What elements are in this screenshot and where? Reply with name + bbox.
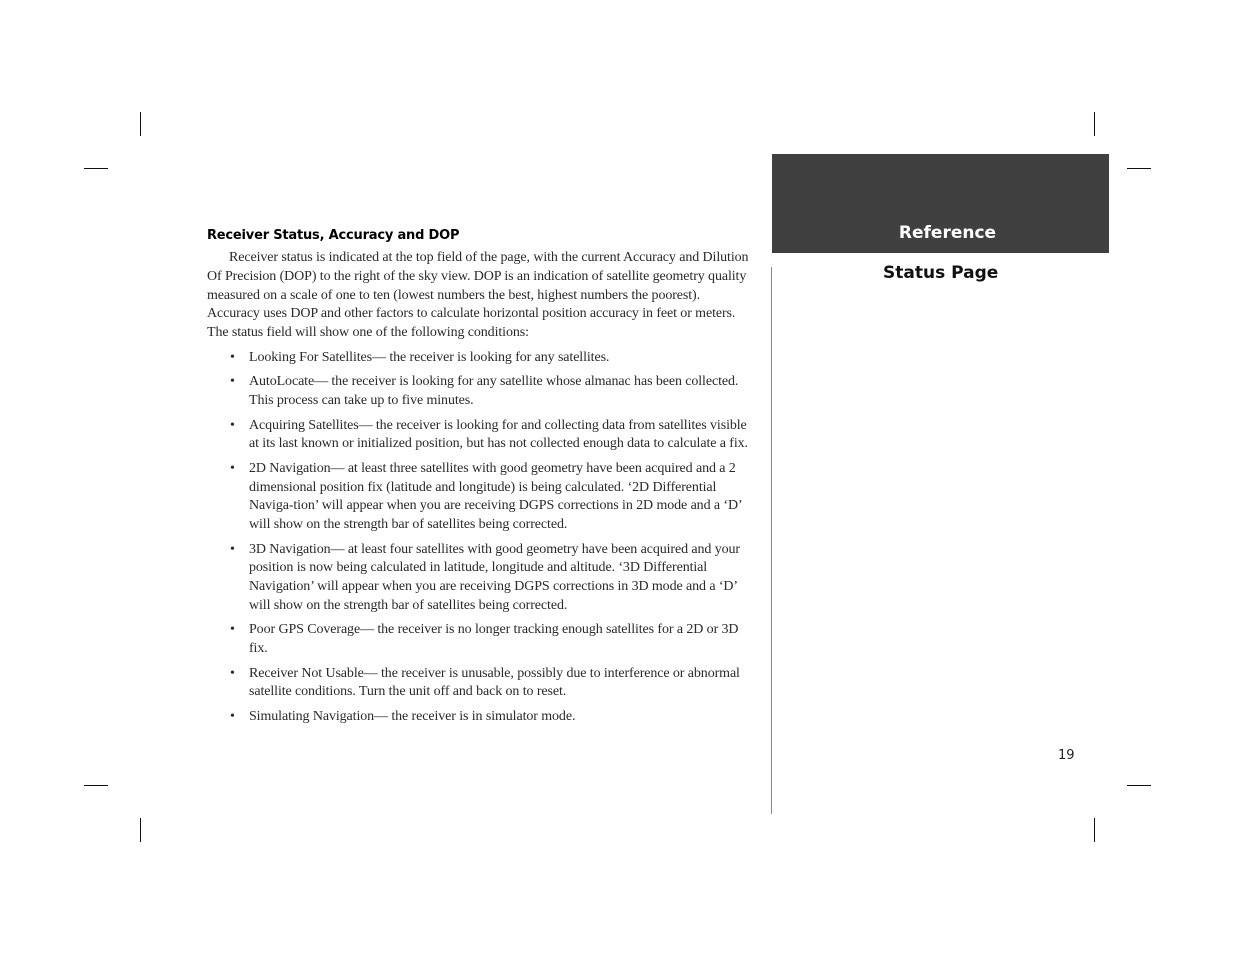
bullet-icon: • <box>230 374 235 390</box>
main-content <box>207 228 755 732</box>
list-item <box>207 541 755 616</box>
column-divider <box>771 267 772 814</box>
list-item-text: Receiver Not Usable— the receiver is unusable, possibly due to interference or abnormal satellite conditions. Turn the unit off and back on to reset. <box>249 665 740 700</box>
list-item-text: Simulating Navigation— the receiver is in simulator mode. <box>249 708 576 724</box>
list-item-text: Looking For Satellites— the receiver is looking for any satellites. <box>249 349 610 365</box>
bullet-icon: • <box>230 417 235 433</box>
list-item-text: Acquiring Satellites— the receiver is looking for and collecting data from satellites visible at its last known or initialized position, but has not collected enough data to calculate a fix. <box>249 417 748 452</box>
list-item-text: AutoLocate— the receiver is looking for any satellite whose almanac has been collected. This process can take up to five minutes. <box>249 374 739 409</box>
crop-mark-bottom-left-vertical <box>140 818 141 842</box>
bullet-icon: • <box>230 708 235 724</box>
bullet-icon: • <box>230 665 235 681</box>
list-item <box>207 373 755 411</box>
crop-mark-bottom-left-horizontal <box>84 785 108 786</box>
crop-mark-bottom-right-horizontal <box>1127 785 1151 786</box>
list-item <box>207 621 755 659</box>
list-item <box>207 708 755 727</box>
intro-paragraph: Receiver status is indicated at the top field of the page, with the current Accuracy and Dilution Of Precision (DOP) to the right of the sky view. DOP is an indication of satellite geometry quality measured on a scale of one to ten (lowest numbers the best, highest numbers the poorest). Accuracy uses DOP and other factors to calculate horizontal position accuracy in feet or meters. The status field will show one of the following conditions: <box>207 250 749 341</box>
list-item <box>207 460 755 535</box>
crop-mark-top-right-horizontal <box>1127 168 1151 169</box>
section-heading: Receiver Status, Accuracy and DOP <box>207 228 460 243</box>
crop-mark-bottom-right-vertical <box>1094 818 1095 842</box>
list-item-text: 3D Navigation— at least four satellites with good geometry have been acquired and your position is now being calculated in latitude, longitude and altitude. ‘3D Differential Navigation’ will appear when you are receiving DGPS corrections in 3D mode and a ‘D’ will show on the strength bar of satellites being corrected. <box>249 541 740 613</box>
status-conditions-list <box>207 349 755 727</box>
reference-tab <box>772 154 1109 253</box>
crop-mark-top-left-horizontal <box>84 168 108 169</box>
list-item <box>207 349 755 368</box>
bullet-icon: • <box>230 349 235 365</box>
list-item <box>207 665 755 703</box>
crop-mark-top-left-vertical <box>140 112 141 136</box>
list-item <box>207 417 755 455</box>
bullet-icon: • <box>230 460 235 476</box>
bullet-icon: • <box>230 622 235 638</box>
list-item-text: Poor GPS Coverage— the receiver is no longer tracking enough satellites for a 2D or 3D fix. <box>249 622 739 657</box>
list-item-text: 2D Navigation— at least three satellites with good geometry have been acquired and a 2 dimensional position fix (latitude and longitude) is being calculated. ‘2D Differential Naviga-tion’ will appear when you are receiving DGPS corrections in 2D mode and a ‘D’ will show on the strength bar of satellites being corrected. <box>249 460 742 533</box>
bullet-icon: • <box>230 541 235 557</box>
tab-label: Reference <box>898 223 997 243</box>
crop-mark-top-right-vertical <box>1094 112 1095 136</box>
sidebar-section-title: Status Page <box>883 263 999 283</box>
page-number: 19 <box>1058 748 1075 763</box>
